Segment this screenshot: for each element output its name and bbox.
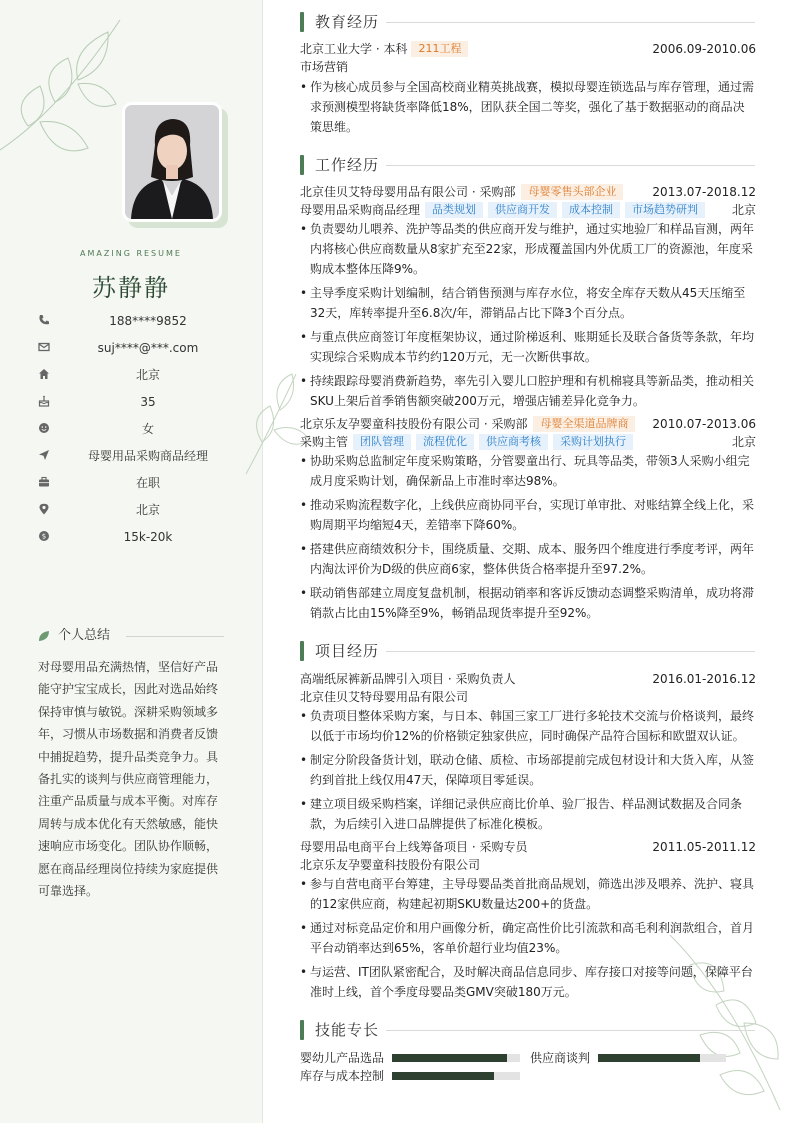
info-phone: 188****9852: [38, 312, 238, 330]
project-name: 高端纸尿裤新品牌引入项目 · 采购负责人: [300, 672, 516, 686]
project-bullet: • 负责项目整体采购方案，与日本、韩国三家工厂进行多轮技术交流与价格谈判，最终以低于市场均价12%的价格锁定独家供应，同时确保产品符合国标和欧盟双认证。: [300, 709, 755, 743]
skill-bar-fill: [392, 1072, 494, 1080]
company-tag: 母婴全渠道品牌商: [533, 416, 635, 432]
project-bullet: • 建立项目级采购档案，详细记录供应商比价单、验厂报告、样品测试数据及合同条款，为后续引入进口品牌提供了标准化模板。: [300, 797, 743, 831]
job-bullet: • 负责婴幼儿喂养、洗护等品类的供应商开发与维护，通过实地验厂和样品盲测，两年内将核心供应商数量从8家扩充至22家，形成覆盖国内外优质工厂的资源池，年度采购成本整体压降9%。: [300, 222, 755, 276]
skill-name: 供应商谈判: [530, 1051, 591, 1065]
skill-tag: 团队管理: [353, 434, 411, 450]
project-org: 北京佳贝艾特母婴用品有限公司: [300, 690, 469, 704]
projects-heading: 项目经历: [300, 641, 755, 661]
job-role: 母婴用品采购商品经理: [300, 203, 421, 217]
skill-tag: 流程优化: [416, 434, 474, 450]
info-job-target: 母婴用品采购商品经理: [38, 447, 238, 465]
phone-icon: [38, 314, 50, 326]
project-header: [300, 838, 756, 856]
education-heading: 教育经历: [300, 12, 755, 32]
salary-icon: [38, 530, 50, 542]
job-bullet: • 搭建供应商绩效积分卡，围绕质量、交期、成本、服务四个维度进行季度考评，两年内淘汰评价为D级的供应商6家，整体供货合格率提升至97.2%。: [300, 542, 755, 576]
education-header: [300, 40, 756, 58]
summary-text: 对母婴用品充满热情，坚信好产品能守护宝宝成长，因此对选品始终保持审慎与敏锐。深耕采购领域多年，习惯从市场数据和消费者反馈中捕捉趋势，提升品类竞争力。具备扎实的谈判与供应商管理能力，注重产品质量与成本平衡。对库存周转与成本优化有天然敏感，能快速响应市场变化。团队协作顺畅，愿在商品经理岗位持续为家庭提供可靠选择。: [38, 660, 219, 899]
summary-heading: 个人总结: [38, 627, 224, 645]
education-date: 2006.09-2010.06: [652, 42, 756, 56]
job-role: 采购主管: [300, 435, 349, 449]
project-date: 2016.01-2016.12: [652, 672, 756, 686]
company-tag: 母婴零售头部企业: [521, 184, 623, 200]
project-bullet: • 参与自营电商平台筹建，主导母婴品类首批商品规划，筛选出涉及喂养、洗护、寝具的12家供应商，构建起初期SKU数量达200+的货盘。: [300, 877, 755, 911]
info-gender: 女: [38, 420, 238, 438]
skill-bar: [392, 1072, 520, 1080]
school-name: 北京工业大学 · 本科: [300, 42, 408, 56]
education-bullet: • 作为核心成员参与全国高校商业精英挑战赛，模拟母婴连锁选品与库存管理，通过需求预测模型将缺货率降低18%，团队获全国二等奖，强化了基于数据驱动的商品决策思维。: [300, 80, 755, 134]
job-date: 2013.07-2018.12: [652, 185, 756, 199]
info-email: suj****@***.com: [38, 339, 238, 357]
skill-bar: [392, 1054, 520, 1062]
project-bullet: • 与运营、IT团队紧密配合，及时解决商品信息同步、库存接口对接等问题，保障平台准时上线，首个季度母婴品类GMV突破180万元。: [300, 965, 753, 999]
project-org: 北京乐友孕婴童科技股份有限公司: [300, 858, 481, 872]
project-bullet: • 制定分阶段备货计划，联动仓储、质检、市场部提前完成包材设计和大货入库，从签约到首批上线仅用47天，保障项目零延误。: [300, 753, 755, 787]
skill-bar-fill: [392, 1054, 507, 1062]
skill-tag: 成本控制: [562, 202, 620, 218]
email-icon: [38, 341, 50, 353]
skill-name: 库存与成本控制: [300, 1069, 385, 1083]
info-salary: $ 15k-20k: [38, 528, 238, 546]
birthday-cake-icon: [38, 395, 50, 407]
gender-icon: [38, 422, 50, 434]
job-role-row: [300, 433, 756, 451]
job-bullet: • 持续跟踪母婴消费新趋势，率先引入婴儿口腔护理和有机棉寝具等新品类，推动相关SKU上架后首季销售额突破200万元，增强店铺差异化竞争力。: [300, 374, 755, 408]
work-heading: 工作经历: [300, 155, 755, 175]
job-role-row: [300, 201, 756, 219]
skills-heading: 技能专长: [300, 1020, 755, 1040]
job-header: [300, 415, 756, 433]
skill-bar: [598, 1054, 726, 1062]
send-icon: [38, 449, 50, 461]
skill-bar-fill: [598, 1054, 700, 1062]
info-city: 北京: [38, 366, 238, 384]
skill-tag: 采购计划执行: [553, 434, 633, 450]
info-status: 在职: [38, 474, 238, 492]
info-location: 北京: [38, 501, 238, 519]
briefcase-icon: [38, 476, 50, 488]
svg-text:$: $: [41, 532, 47, 541]
home-icon: [38, 368, 50, 380]
job-bullet: • 推动采购流程数字化，上线供应商协同平台，实现订单审批、对账结算全线上化，采购周期平均缩短4天，差错率下降60%。: [300, 498, 755, 532]
project-header: [300, 670, 756, 688]
project-date: 2011.05-2011.12: [652, 840, 756, 854]
leaf-icon: [38, 630, 50, 642]
job-city: 北京: [731, 203, 756, 217]
job-bullet: • 联动销售部建立周度复盘机制，根据动销率和客诉反馈动态调整采购清单，成功将滞销款占比由15%降至9%，畅销品现货率提升至92%。: [300, 586, 755, 620]
job-bullet: • 协助采购总监制定年度采购策略，分管婴童出行、玩具等品类，带领3人采购小组完成月度采购计划，确保新品上市准时率达98%。: [300, 454, 750, 488]
company-name: 北京乐友孕婴童科技股份有限公司 · 采购部: [300, 417, 528, 431]
skill-tag: 供应商开发: [488, 202, 557, 218]
info-age: 35: [38, 393, 238, 411]
skill-tag: 供应商考核: [479, 434, 548, 450]
education-major: 市场营销: [300, 60, 349, 74]
avatar: [125, 105, 219, 219]
resume-tagline: AMAZING RESUME: [80, 249, 182, 258]
skill-tag: 品类规划: [425, 202, 483, 218]
location-pin-icon: [38, 503, 50, 515]
job-city: 北京: [731, 435, 756, 449]
skill-tag: 市场趋势研判: [625, 202, 705, 218]
candidate-name: 苏静静: [92, 274, 170, 302]
sidebar: [0, 0, 263, 1123]
project-bullet: • 通过对标竞品定价和用户画像分析，确定高性价比引流款和高毛利利润款组合，首月平台动销率达到65%，客单价超行业均值23%。: [300, 921, 755, 955]
leaf-decoration-icon: [0, 10, 140, 170]
school-tag: 211工程: [411, 41, 468, 57]
job-bullet: • 与重点供应商签订年度框架协议，通过阶梯返利、账期延长及联合备货等条款，年均实现综合采购成本节约约120万元，无一次断供事故。: [300, 330, 755, 364]
job-header: [300, 183, 756, 201]
job-date: 2010.07-2013.06: [652, 417, 756, 431]
project-name: 母婴用品电商平台上线筹备项目 · 采购专员: [300, 840, 528, 854]
skill-name: 婴幼儿产品选品: [300, 1051, 385, 1065]
job-bullet: • 主导季度采购计划编制，结合销售预测与库存水位，将安全库存天数从45天压缩至32天，库转率提升至6.8次/年，滞销品占比下降3个百分点。: [300, 286, 746, 320]
company-name: 北京佳贝艾特母婴用品有限公司 · 采购部: [300, 185, 516, 199]
profile-photo: [122, 102, 222, 222]
